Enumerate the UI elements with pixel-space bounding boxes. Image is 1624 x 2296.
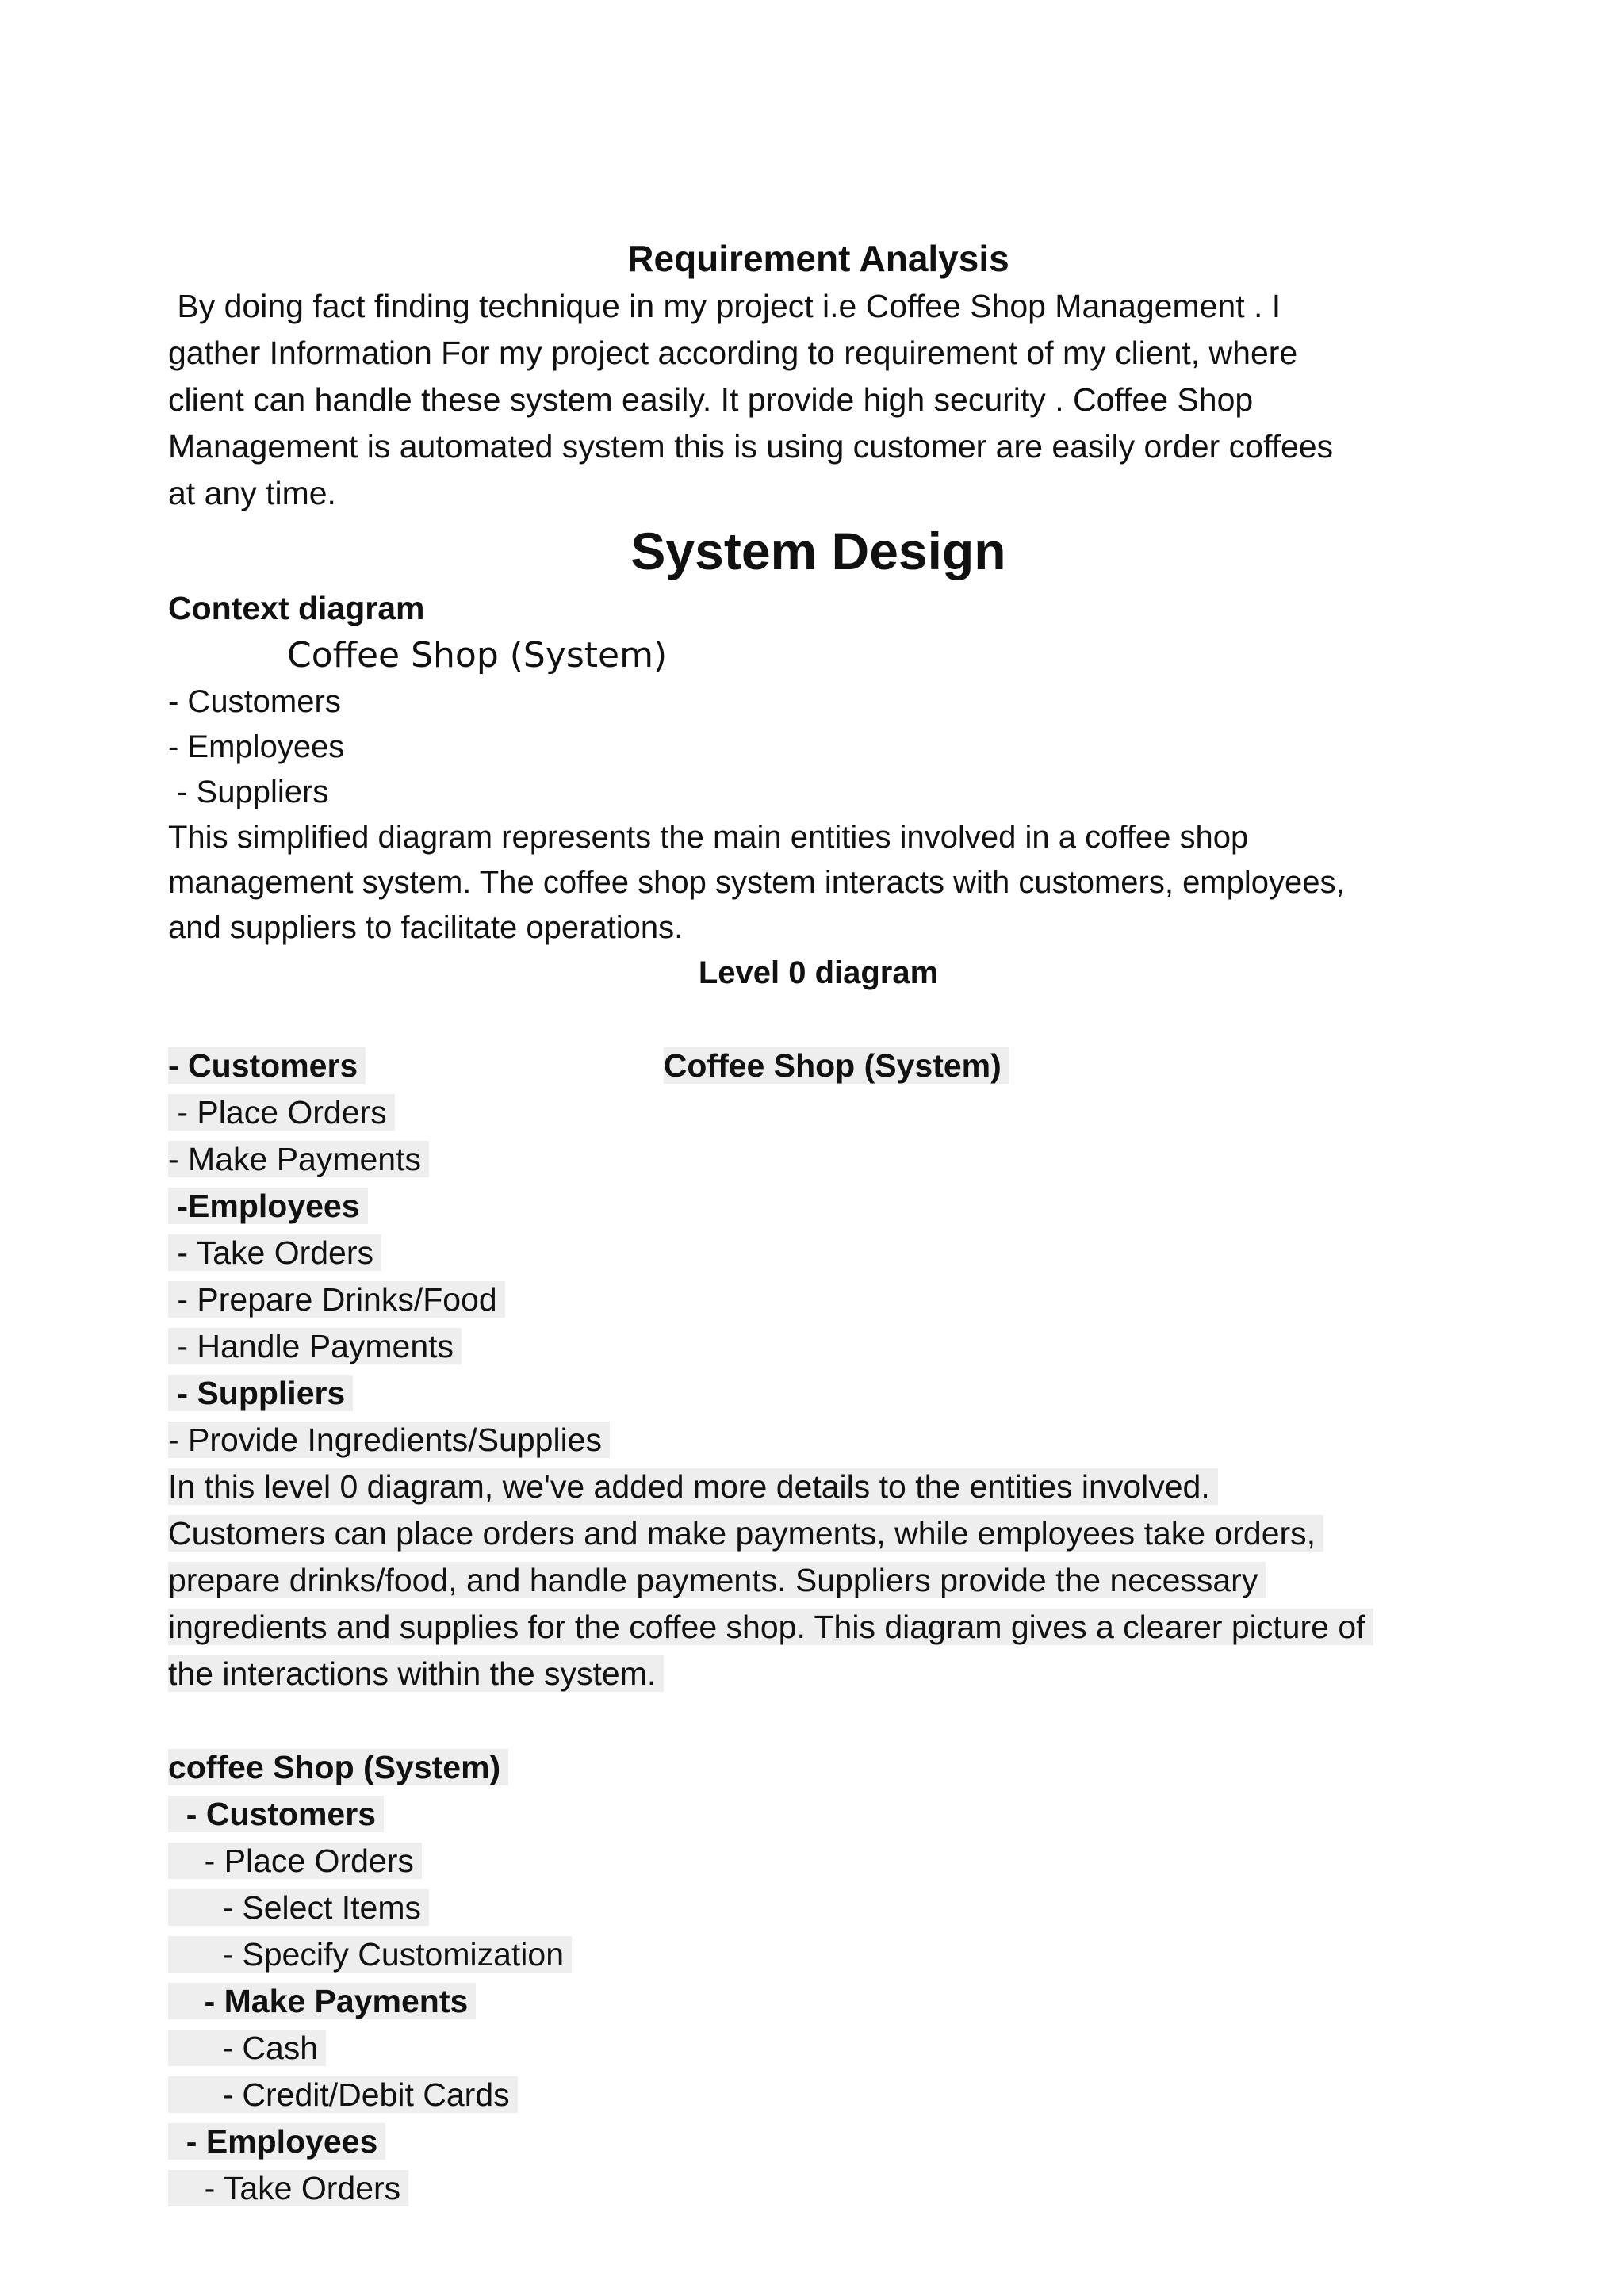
level0-item: - Take Orders	[168, 1234, 381, 1271]
level0-item: - Suppliers	[168, 1375, 353, 1411]
description-line: and suppliers to facilitate operations.	[168, 910, 684, 945]
level1-item: - Cash	[168, 2030, 326, 2066]
document-page	[168, 234, 1469, 2212]
paragraph-line: at any time.	[168, 475, 336, 511]
level0-item: -Employees	[168, 1188, 368, 1224]
context-system-label: Coffee Shop (System)	[287, 635, 668, 675]
paragraph-line: gather Information For my project according to requirement of my client, where	[168, 335, 1298, 371]
level1-item: - Customers	[168, 1796, 384, 1832]
context-diagram-heading: Context diagram	[168, 590, 425, 626]
level0-item: - Customers	[168, 1047, 366, 1084]
level1-system-label: coffee Shop (System)	[168, 1749, 508, 1785]
level1-item: - Place Orders	[168, 1843, 422, 1879]
description-line: Customers can place orders and make payments, while employees take orders,	[168, 1515, 1323, 1552]
description-line: In this level 0 diagram, we've added more details to the entities involved.	[168, 1468, 1218, 1505]
level0-item: - Make Payments	[168, 1141, 429, 1177]
context-entity-list	[168, 679, 1469, 815]
level1-item: - Credit/Debit Cards	[168, 2076, 518, 2113]
context-entity: - Customers	[168, 684, 341, 719]
level0-item: - Place Orders	[168, 1094, 395, 1131]
level0-item: - Prepare Drinks/Food	[168, 1281, 505, 1318]
paragraph-line: Management is automated system this is using customer are easily order coffees	[168, 428, 1334, 465]
paragraph-line: client can handle these system easily. It provide high security . Coffee Shop	[168, 381, 1254, 418]
spacer	[168, 1697, 1469, 1744]
description-line: prepare drinks/food, and handle payments. Suppliers provide the necessary	[168, 1562, 1266, 1598]
level1-item: - Employees	[168, 2123, 385, 2160]
paragraph-line: By doing fact finding technique in my project i.e Coffee Shop Management . I	[168, 288, 1281, 324]
description-line: ingredients and supplies for the coffee shop. This diagram gives a clearer picture of	[168, 1609, 1373, 1645]
system-design-title: System Design	[630, 522, 1006, 580]
level0-item: - Handle Payments	[168, 1328, 462, 1364]
level1-item: - Take Orders	[168, 2170, 408, 2206]
level1-item: - Make Payments	[168, 1983, 476, 2019]
context-description	[168, 815, 1469, 951]
description-line: This simplified diagram represents the main entities involved in a coffee shop	[168, 820, 1249, 855]
description-line: the interactions within the system.	[168, 1655, 664, 1692]
level0-heading: Level 0 diagram	[698, 955, 939, 990]
level0-item: - Provide Ingredients/Supplies	[168, 1422, 610, 1458]
level1-item: - Select Items	[168, 1889, 429, 1926]
context-entity: - Suppliers	[168, 775, 329, 809]
description-line: management system. The coffee shop system interacts with customers, employees,	[168, 865, 1345, 900]
level1-item: - Specify Customization	[168, 1936, 572, 1973]
level0-system-label: Coffee Shop (System)	[664, 1047, 1009, 1084]
requirement-analysis-title: Requirement Analysis	[627, 238, 1009, 279]
level1-entity-list	[168, 1791, 1469, 2212]
context-entity: - Employees	[168, 729, 345, 764]
level0-description	[168, 1464, 1469, 1697]
requirement-paragraph	[168, 283, 1469, 517]
